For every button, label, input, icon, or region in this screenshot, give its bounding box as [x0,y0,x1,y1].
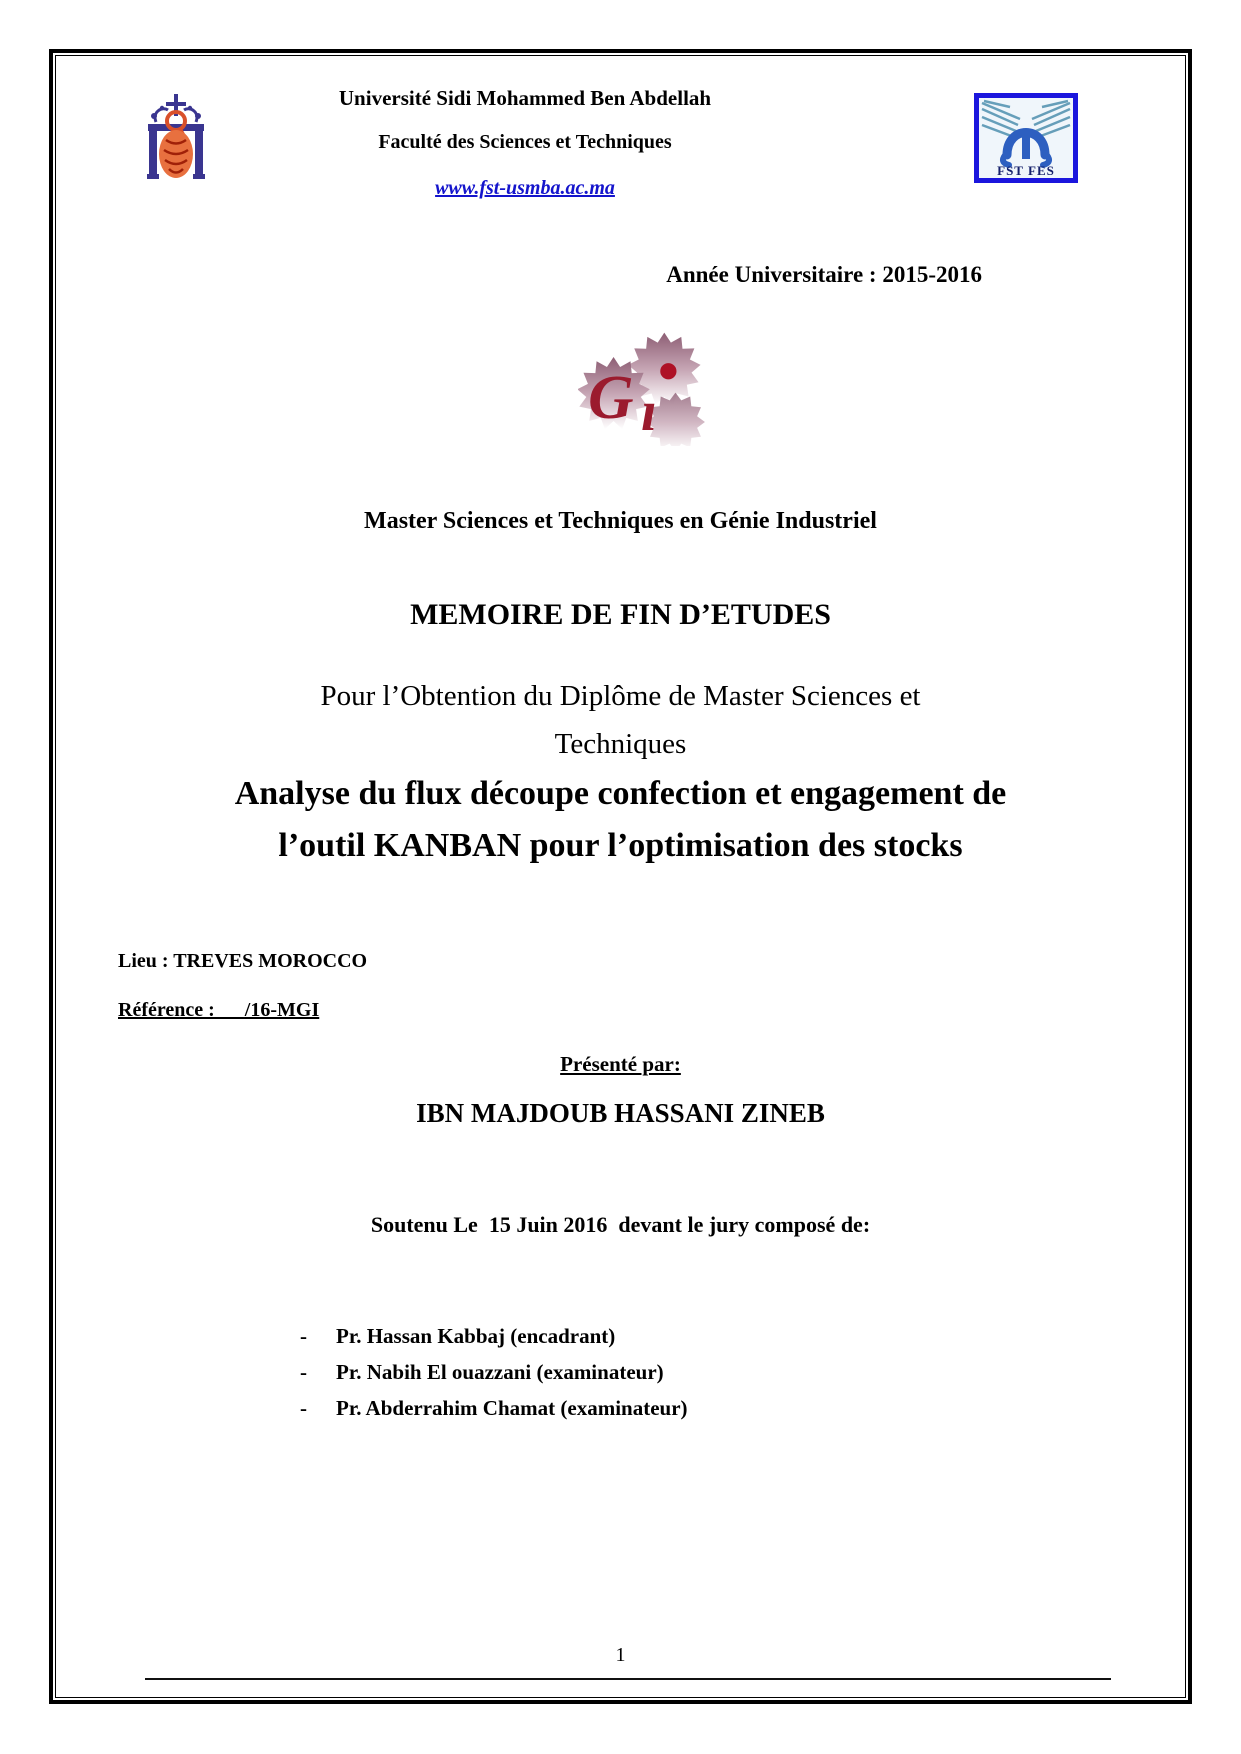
page-number: 1 [615,1644,626,1666]
subtitle-line1: Pour l’Obtention du Diplôme de Master Sciences et [320,680,921,712]
fst-fes-logo [974,93,1078,183]
thesis-title [0,768,1241,872]
presented-by-text: Présenté par: [560,1052,681,1076]
jury-member-row [300,1318,688,1354]
thesis-title-line2: l’outil KANBAN pour l’optimisation des stocks [278,827,963,864]
presented-by-label [0,1052,1241,1077]
i-dot [660,363,676,379]
institution-header [250,86,800,200]
jury-member-row [300,1390,688,1426]
jury-member-name: Pr. Abderrahim Chamat (examinateur) [336,1396,688,1420]
reference-line: Référence : /16-MGI [118,999,320,1021]
academic-year: Année Universitaire : 2015-2016 [666,262,982,287]
author-name: IBN MAJDOUB HASSANI ZINEB [416,1098,825,1128]
gi-letter-i: ı [640,380,657,444]
subtitle [0,672,1241,768]
website-link[interactable]: www.fst-usmba.ac.ma [435,177,615,199]
page-border-inner-line [55,55,1186,1698]
jury-list [300,1318,688,1426]
document-type-heading: MEMOIRE DE FIN D’ETUDES [410,598,831,631]
defense-line: Soutenu Le 15 Juin 2016 devant le jury composé de: [370,1212,871,1237]
page-border [49,49,1192,1704]
gi-gears-logo [578,328,710,446]
list-dash: - [300,1360,307,1384]
program-name: Master Sciences et Techniques en Génie Industriel [364,508,877,534]
thesis-title-line1: Analyse du flux découpe confection et engagement de [234,775,1007,812]
jury-member-name: Pr. Hassan Kabbaj (encadrant) [336,1324,616,1348]
list-dash: - [300,1324,307,1348]
location-line: Lieu : TREVES MOROCCO [118,950,368,972]
subtitle-line2: Techniques [554,728,687,760]
footer-rule [145,1678,1111,1680]
university-emblem-icon [142,94,210,184]
gi-letter-g: G [588,361,634,432]
jury-member-row [300,1354,688,1390]
university-name: Université Sidi Mohammed Ben Abdellah [338,86,712,110]
jury-member-name: Pr. Nabih El ouazzani (examinateur) [336,1360,664,1384]
list-dash: - [300,1396,307,1420]
faculty-name: Faculté des Sciences et Techniques [378,131,672,153]
fst-logo-caption: FST FES [997,163,1055,178]
